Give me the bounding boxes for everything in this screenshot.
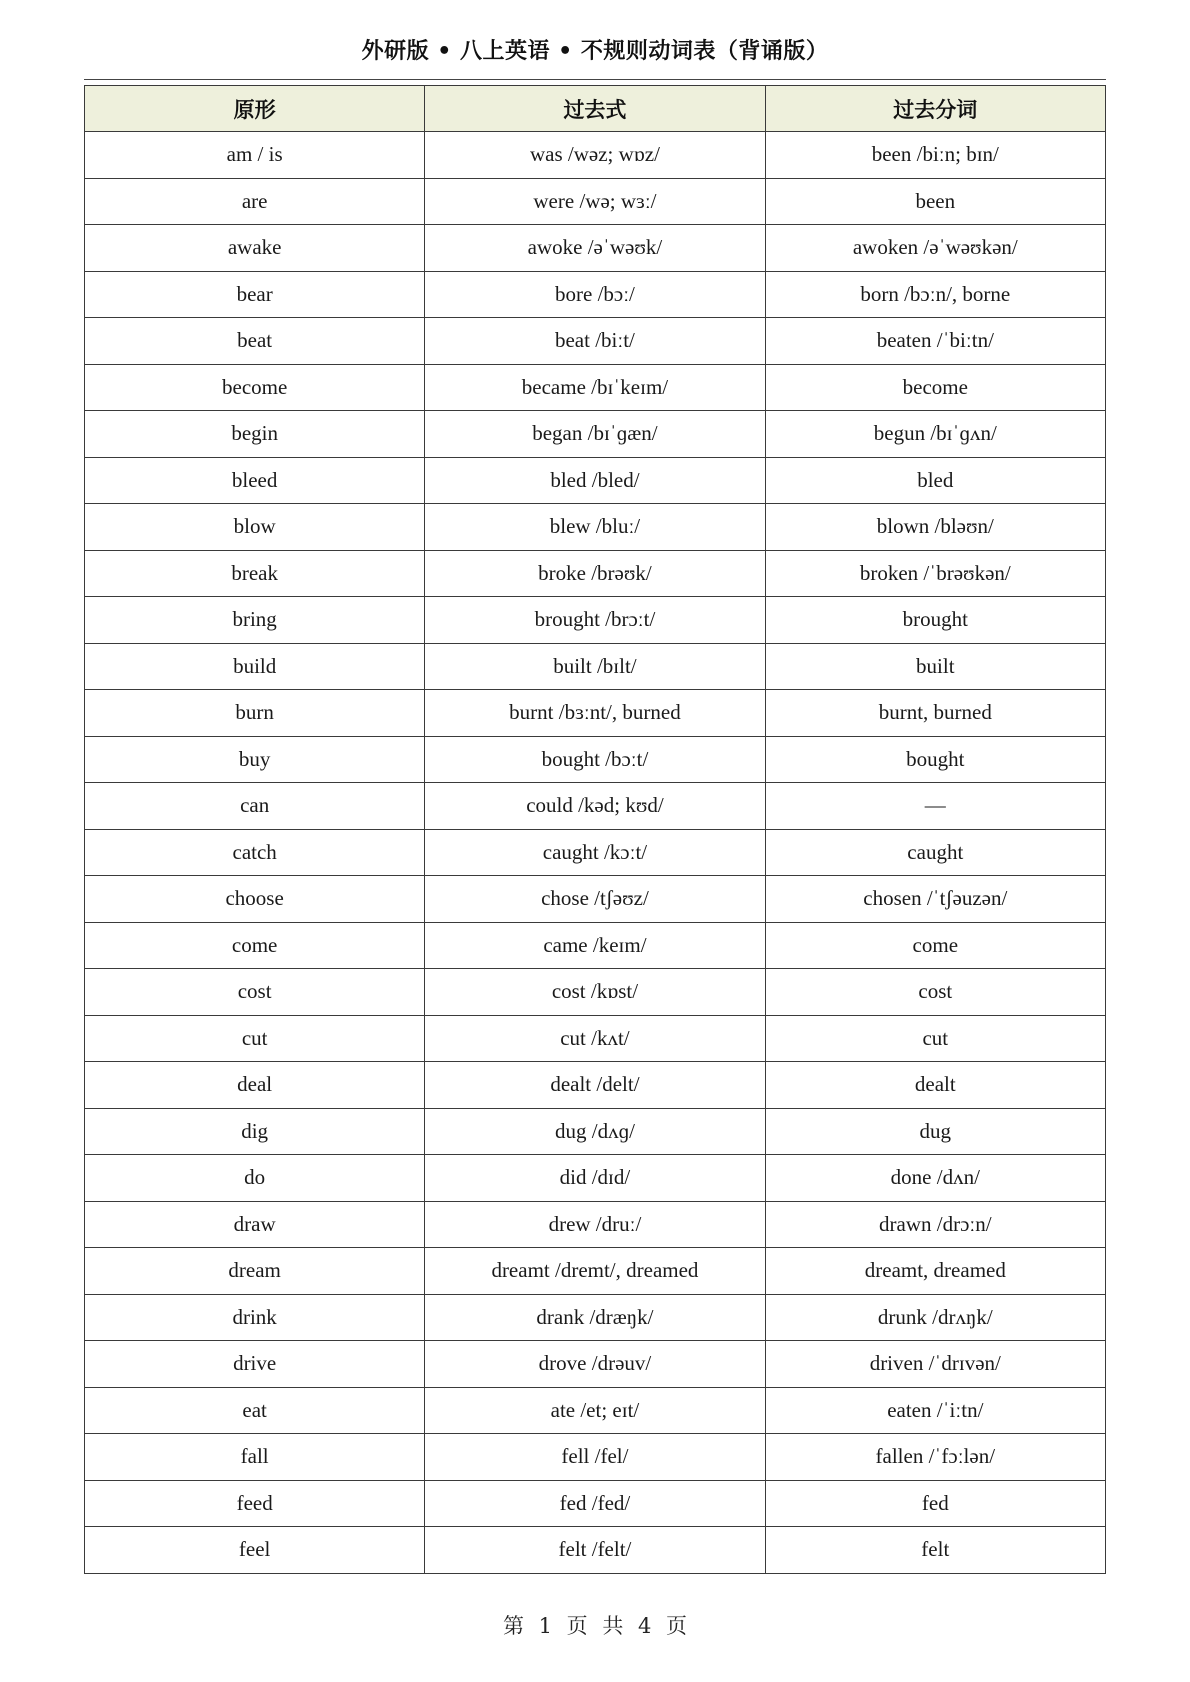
cell-base-form: dig — [85, 1108, 425, 1155]
cell-past-tense: broke /brəʊk/ — [425, 550, 765, 597]
cell-past-participle: dug — [765, 1108, 1105, 1155]
cell-past-participle: born /bɔːn/, borne — [765, 271, 1105, 318]
cell-past-tense: could /kəd; kʊd/ — [425, 783, 765, 830]
cell-base-form: drive — [85, 1341, 425, 1388]
header-past-tense: 过去式 — [425, 86, 765, 132]
cell-past-tense: cut /kʌt/ — [425, 1015, 765, 1062]
cell-past-tense: fed /fed/ — [425, 1480, 765, 1527]
table-row — [85, 411, 1106, 458]
cell-base-form: burn — [85, 690, 425, 737]
cell-base-form: drink — [85, 1294, 425, 1341]
cell-base-form: can — [85, 783, 425, 830]
cell-past-tense: brought /brɔːt/ — [425, 597, 765, 644]
cell-past-tense: bore /bɔː/ — [425, 271, 765, 318]
cell-base-form: become — [85, 364, 425, 411]
cell-past-tense: beat /biːt/ — [425, 318, 765, 365]
cell-base-form: beat — [85, 318, 425, 365]
table-row — [85, 1155, 1106, 1202]
cell-past-tense: built /bɪlt/ — [425, 643, 765, 690]
cell-base-form: begin — [85, 411, 425, 458]
cell-past-participle: beaten /ˈbiːtn/ — [765, 318, 1105, 365]
cell-past-participle: blown /bləʊn/ — [765, 504, 1105, 551]
cell-past-tense: ate /et; eɪt/ — [425, 1387, 765, 1434]
table-row — [85, 876, 1106, 923]
cell-base-form: catch — [85, 829, 425, 876]
cell-base-form: draw — [85, 1201, 425, 1248]
table-row — [85, 178, 1106, 225]
cell-past-tense: became /bɪˈkeɪm/ — [425, 364, 765, 411]
cell-past-participle: awoken /əˈwəʊkən/ — [765, 225, 1105, 272]
cell-past-tense: cost /kɒst/ — [425, 969, 765, 1016]
page-title: 外研版 • 八上英语 • 不规则动词表（背诵版） — [361, 39, 829, 64]
table-row — [85, 225, 1106, 272]
cell-base-form: eat — [85, 1387, 425, 1434]
cell-past-participle: done /dʌn/ — [765, 1155, 1105, 1202]
table-row — [85, 969, 1106, 1016]
header-base-form: 原形 — [85, 86, 425, 132]
cell-base-form: build — [85, 643, 425, 690]
table-row — [85, 1527, 1106, 1574]
table-row — [85, 504, 1106, 551]
cell-past-participle: built — [765, 643, 1105, 690]
table-row — [85, 736, 1106, 783]
table-row — [85, 829, 1106, 876]
cell-past-tense: drew /druː/ — [425, 1201, 765, 1248]
header-past-participle: 过去分词 — [765, 86, 1105, 132]
cell-past-participle: driven /ˈdrɪvən/ — [765, 1341, 1105, 1388]
cell-past-tense: did /dɪd/ — [425, 1155, 765, 1202]
cell-base-form: deal — [85, 1062, 425, 1109]
table-row — [85, 1015, 1106, 1062]
irregular-verb-table — [84, 85, 1106, 1574]
cell-past-tense: fell /fel/ — [425, 1434, 765, 1481]
table-row — [85, 690, 1106, 737]
cell-base-form: buy — [85, 736, 425, 783]
table-row — [85, 597, 1106, 644]
cell-past-participle: eaten /ˈiːtn/ — [765, 1387, 1105, 1434]
table-row — [85, 132, 1106, 179]
table-row — [85, 1108, 1106, 1155]
cell-base-form: cut — [85, 1015, 425, 1062]
cell-past-tense: came /keɪm/ — [425, 922, 765, 969]
cell-past-tense: bought /bɔːt/ — [425, 736, 765, 783]
title-divider — [84, 79, 1106, 80]
cell-past-tense: dreamt /dremt/, dreamed — [425, 1248, 765, 1295]
cell-base-form: do — [85, 1155, 425, 1202]
cell-past-participle: bled — [765, 457, 1105, 504]
page-number: 第 1 页 共 4 页 — [502, 1614, 688, 1638]
table-row — [85, 457, 1106, 504]
table-row — [85, 1341, 1106, 1388]
cell-base-form: bleed — [85, 457, 425, 504]
cell-past-participle: brought — [765, 597, 1105, 644]
cell-past-tense: burnt /bɜːnt/, burned — [425, 690, 765, 737]
cell-past-participle: been — [765, 178, 1105, 225]
cell-base-form: am / is — [85, 132, 425, 179]
cell-past-participle: burnt, burned — [765, 690, 1105, 737]
cell-past-participle: become — [765, 364, 1105, 411]
cell-base-form: awake — [85, 225, 425, 272]
cell-base-form: come — [85, 922, 425, 969]
cell-past-participle: cost — [765, 969, 1105, 1016]
table-row — [85, 643, 1106, 690]
cell-past-participle: been /biːn; bɪn/ — [765, 132, 1105, 179]
table-row — [85, 318, 1106, 365]
table-row — [85, 922, 1106, 969]
table-body — [85, 132, 1106, 1574]
table-row — [85, 550, 1106, 597]
cell-past-tense: dealt /delt/ — [425, 1062, 765, 1109]
table-row — [85, 1294, 1106, 1341]
table-row — [85, 271, 1106, 318]
cell-past-participle: chosen /ˈtʃəuzən/ — [765, 876, 1105, 923]
cell-past-participle: caught — [765, 829, 1105, 876]
table-row — [85, 1248, 1106, 1295]
cell-past-participle: bought — [765, 736, 1105, 783]
cell-past-tense: drank /dræŋk/ — [425, 1294, 765, 1341]
cell-base-form: blow — [85, 504, 425, 551]
cell-past-participle: begun /bɪˈɡʌn/ — [765, 411, 1105, 458]
cell-past-participle: felt — [765, 1527, 1105, 1574]
cell-past-participle: fallen /ˈfɔːlən/ — [765, 1434, 1105, 1481]
table-row — [85, 1434, 1106, 1481]
cell-past-tense: were /wə; wɜː/ — [425, 178, 765, 225]
cell-base-form: cost — [85, 969, 425, 1016]
cell-past-tense: caught /kɔːt/ — [425, 829, 765, 876]
cell-past-tense: dug /dʌɡ/ — [425, 1108, 765, 1155]
table-row — [85, 364, 1106, 411]
table-row — [85, 1062, 1106, 1109]
cell-base-form: feel — [85, 1527, 425, 1574]
cell-past-tense: blew /bluː/ — [425, 504, 765, 551]
cell-past-participle: fed — [765, 1480, 1105, 1527]
cell-past-tense: awoke /əˈwəʊk/ — [425, 225, 765, 272]
table-row — [85, 1201, 1106, 1248]
cell-past-tense: drove /drəuv/ — [425, 1341, 765, 1388]
cell-base-form: choose — [85, 876, 425, 923]
cell-past-tense: chose /tʃəʊz/ — [425, 876, 765, 923]
table-row — [85, 783, 1106, 830]
table-row — [85, 1480, 1106, 1527]
cell-base-form: feed — [85, 1480, 425, 1527]
cell-past-tense: felt /felt/ — [425, 1527, 765, 1574]
cell-base-form: are — [85, 178, 425, 225]
cell-base-form: break — [85, 550, 425, 597]
cell-past-participle: come — [765, 922, 1105, 969]
cell-past-participle: broken /ˈbrəʊkən/ — [765, 550, 1105, 597]
table-row — [85, 1387, 1106, 1434]
cell-past-participle: dealt — [765, 1062, 1105, 1109]
cell-past-participle: drunk /drʌŋk/ — [765, 1294, 1105, 1341]
cell-base-form: bring — [85, 597, 425, 644]
cell-past-tense: bled /bled/ — [425, 457, 765, 504]
cell-base-form: bear — [85, 271, 425, 318]
cell-base-form: fall — [85, 1434, 425, 1481]
cell-past-participle: cut — [765, 1015, 1105, 1062]
cell-past-tense: began /bɪˈɡæn/ — [425, 411, 765, 458]
cell-past-tense: was /wəz; wɒz/ — [425, 132, 765, 179]
cell-base-form: dream — [85, 1248, 425, 1295]
table-header-row — [85, 86, 1106, 132]
cell-past-participle: — — [765, 783, 1105, 830]
cell-past-participle: drawn /drɔːn/ — [765, 1201, 1105, 1248]
cell-past-participle: dreamt, dreamed — [765, 1248, 1105, 1295]
